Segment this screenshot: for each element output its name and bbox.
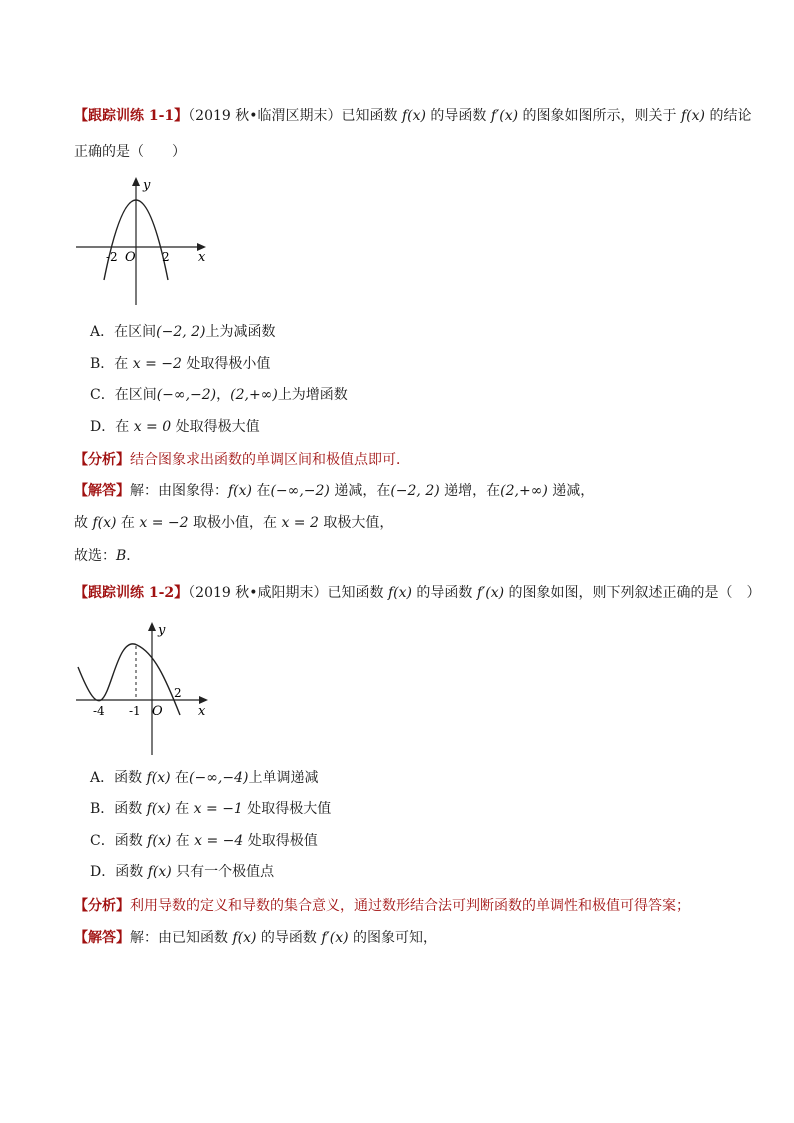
q2-y-label: y (158, 623, 166, 638)
q1-analysis: 【分析】结合图象求出函数的单调区间和极值点即可． (74, 452, 410, 468)
q1-y-label: y (143, 178, 151, 193)
q1-answer-line2: 故 f(x) 在 x = −2 取极小值，在 x = 2 取极大值， (74, 515, 394, 531)
q2-x-label: x (198, 704, 206, 719)
q1-tick-neg2: -2 (106, 250, 118, 264)
q1-tag: 【跟踪训练 1-1】 (74, 108, 189, 124)
q2-option-c: C．函数 f(x) 在 x = −4 处取得极值 (90, 833, 318, 849)
q2-option-d: D．函数 f(x) 只有一个极值点 (90, 864, 275, 880)
q2-answer: 【解答】解：由已知函数 f(x) 的导函数 f′(x) 的图象可知， (74, 930, 438, 946)
q2-tag: 【跟踪训练 1-2】 (74, 585, 189, 601)
q1-origin-label: O (125, 250, 136, 265)
q1-answer-line1: 【解答】解：由图象得：f(x) 在(−∞,−2) 递减，在(−2, 2) 递增，在(2,+∞) 递减， (74, 483, 595, 499)
q1-stem-line1: 【跟踪训练 1-1】（2019 秋•临渭区期末）已知函数 f(x) 的导函数 f′(x) 的图象如图所示，则关于 f(x) 的结论 (74, 108, 752, 124)
q2-stem: 【跟踪训练 1-2】（2019 秋•咸阳期末）已知函数 f(x) 的导函数 f′(x) 的图象如图，则下列叙述正确的是（ ） (74, 585, 761, 601)
q1-x-label: x (198, 250, 206, 265)
q2-tick-pos2: 2 (174, 686, 182, 700)
q1-option-a: A．在区间(−2, 2)上为减函数 (90, 324, 276, 340)
q2-tick-neg1: -1 (129, 704, 141, 718)
q1-tick-pos2: 2 (162, 250, 170, 264)
q1-option-b: B．在 x = −2 处取得极小值 (90, 356, 271, 372)
q1-option-c: C．在区间(−∞,−2)，(2,+∞)上为增函数 (90, 387, 348, 403)
q2-option-b: B．函数 f(x) 在 x = −1 处取得极大值 (90, 801, 332, 817)
q1-choice: 故选：B． (74, 548, 141, 564)
q2-origin-label: O (152, 704, 163, 719)
q2-derivative-graph (70, 617, 220, 759)
q2-analysis: 【分析】利用导数的定义和导数的集合意义，通过数形结合法可判断函数的单调性和极值可得答案； (74, 898, 690, 914)
q1-stem-line2: 正确的是（ ） (74, 144, 186, 160)
q1-derivative-graph (70, 172, 220, 312)
q1-option-d: D．在 x = 0 处取得极大值 (90, 419, 260, 435)
q2-tick-neg4: -4 (93, 704, 105, 718)
q2-option-a: A．函数 f(x) 在(−∞,−4)上单调递减 (90, 770, 319, 786)
